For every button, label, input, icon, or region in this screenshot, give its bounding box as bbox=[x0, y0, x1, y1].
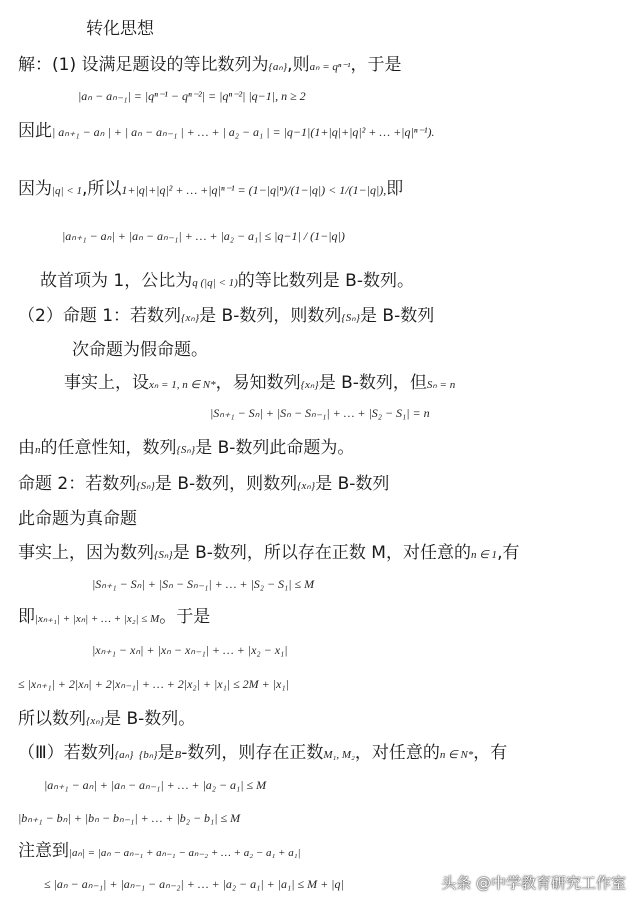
implies-line: 即|xₙ₊₁| + |xₙ| + … + |x₂| ≤ M。于是 bbox=[18, 607, 211, 627]
equation-an-bound: |aₙ₊₁ − aₙ| + |aₙ − aₙ₋₁| + … + |a₂ − a₁| ≤ M bbox=[44, 778, 267, 792]
watermark: 头条 @中学教育研究工作室 bbox=[441, 874, 626, 892]
because-line: 因为|q| < 1,所以1+|q|+|q|² + … +|q|ⁿ⁻¹ = (1−|q|ⁿ)/(1−|q|) < 1/(1−|q|),即 bbox=[18, 179, 404, 199]
proposition-2-line: 命题 2：若数列{Sₙ}是 B-数列，则数列{xₙ}是 B-数列 bbox=[18, 474, 390, 494]
equation-partial-sums: |Sₙ₊₁ − Sₙ| + |Sₙ − Sₙ₋₁| + … + |S₂ − S₁| = n bbox=[210, 406, 430, 420]
equation-difference-terms: |aₙ − aₙ₋₁| = |qⁿ⁻¹ − qⁿ⁻²| = |qⁿ⁻²| |q−1|, n ≥ 2 bbox=[78, 89, 306, 103]
equation-xn-differences: |xₙ₊₁ − xₙ| + |xₙ − xₙ₋₁| + … + |x₂ − x₁| bbox=[92, 643, 288, 657]
conclusion-line-1: 故首项为 1，公比为q (|q| < 1)的等比数列是 B-数列。 bbox=[40, 271, 414, 291]
conclusion-line-2: 所以数列{xₙ}是 B-数列。 bbox=[18, 709, 196, 729]
counterexample-line: 事实上，设xₙ = 1, n ∈ N*，易知数列{xₙ}是 B-数列，但Sₙ = n bbox=[64, 373, 456, 393]
page-title: 转化思想 bbox=[86, 19, 154, 39]
equation-xn-bound: ≤ |xₙ₊₁| + 2|xₙ| + 2|xₙ₋₁| + … + 2|x₂| + |x₁| ≤ 2M + |x₁| bbox=[18, 677, 289, 691]
true-proposition-line: 此命题为真命题 bbox=[18, 509, 137, 529]
equation-sn-bound: |Sₙ₊₁ − Sₙ| + |Sₙ − Sₙ₋₁| + … + |S₂ − S₁| ≤ M bbox=[92, 577, 315, 591]
sum-line: 因此| aₙ₊₁ − aₙ | + | aₙ − aₙ₋₁ | + … + | a₂ − a₁ | = |q−1|(1+|q|+|q|² + … +|q|ⁿ⁻¹). bbox=[18, 121, 435, 141]
false-proposition-line: 次命题为假命题。 bbox=[72, 340, 208, 360]
equation-bound: |aₙ₊₁ − aₙ| + |aₙ − aₙ₋₁| + … + |a₂ − a₁| ≤ |q−1| / (1−|q|) bbox=[62, 229, 345, 243]
equation-bn-bound: |bₙ₊₁ − bₙ| + |bₙ − bₙ₋₁| + … + |b₂ − b₁| ≤ M bbox=[18, 811, 241, 825]
part-3-line: （Ⅲ）若数列{aₙ} {bₙ}是B-数列，则存在正数M₁, M₂，对任意的n ∈ N*，有 bbox=[18, 743, 508, 763]
solution-intro-line: 解：(1) 设满足题设的等比数列为{aₙ},则aₙ = qⁿ⁻¹，于是 bbox=[18, 55, 402, 75]
arbitrariness-line: 由n的任意性知，数列{Sₙ}是 B-数列此命题为。 bbox=[18, 438, 355, 458]
proof-line: 事实上，因为数列{Sₙ}是 B-数列，所以存在正数 M，对任意的n ∈ 1,有 bbox=[18, 543, 520, 563]
equation-final-bound: ≤ |aₙ − aₙ₋₁| + |aₙ₋₁ − aₙ₋₂| + … + |a₂ − a₁| + |a₁| ≤ M + |q| bbox=[44, 877, 344, 891]
note-line: 注意到|aₙ| = |aₙ − aₙ₋₁ + aₙ₋₁ − aₙ₋₂ + … + a₂ − a₁ + a₁| bbox=[18, 841, 301, 861]
proposition-1-line: （2）命题 1：若数列{xₙ}是 B-数列，则数列{Sₙ}是 B-数列 bbox=[18, 306, 435, 326]
